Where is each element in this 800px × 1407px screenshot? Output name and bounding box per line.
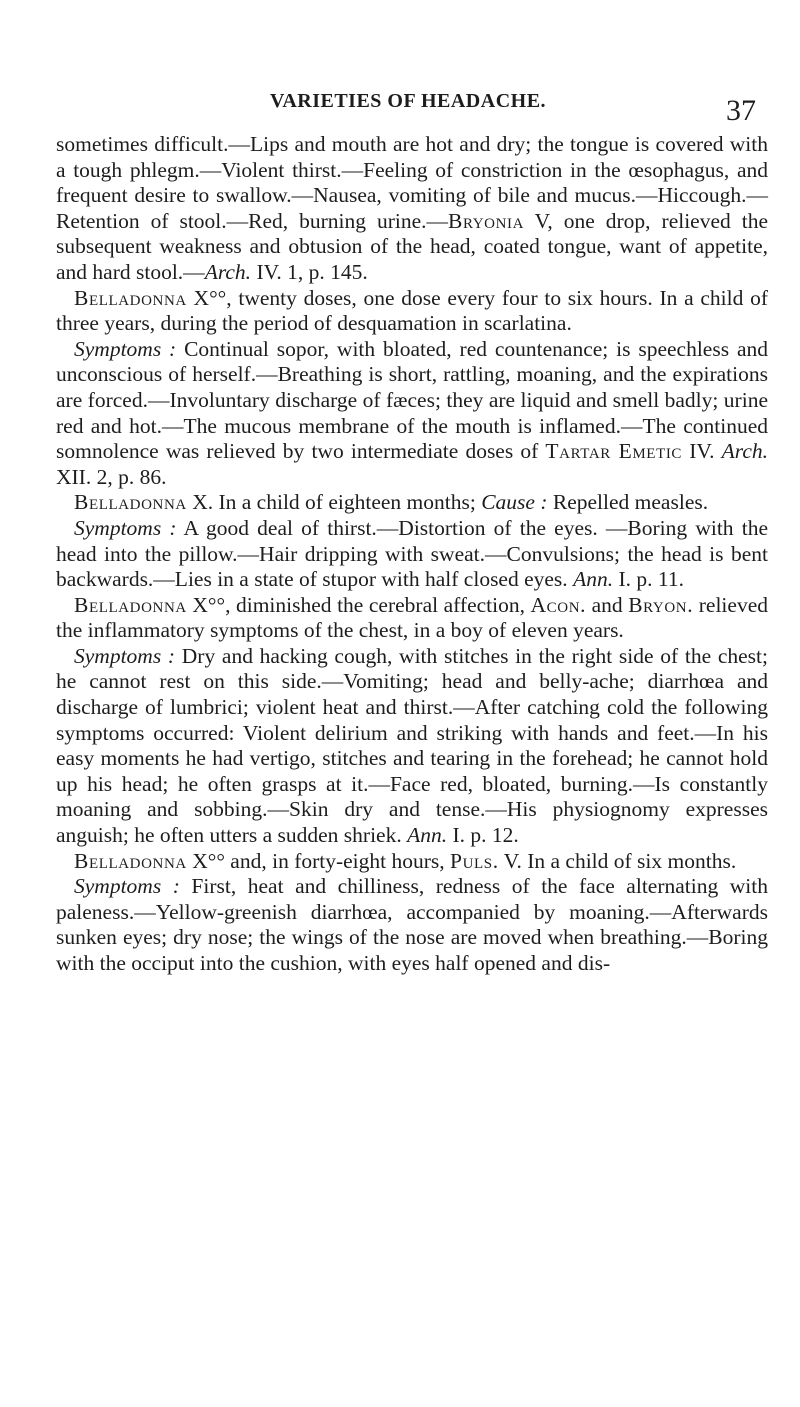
text-run: sometimes difficult.—Lips and mouth are hot and dry; the tongue is covered with a tough phlegm.—Violent thirst.—Feeling of constriction in the œsophagus, and frequent desire to swallow.—Nausea, vomiting of bile and mucus.—Hiccough.—Retention of stool.—Red, burning urine.— — [56, 132, 768, 233]
page-number: 37 — [726, 94, 756, 127]
page-header — [56, 80, 760, 130]
text-run: and — [586, 592, 629, 617]
italic-text: Arch. — [204, 259, 252, 284]
text-run: X°° and, in forty-eight hours, — [186, 848, 451, 873]
text-run: V, one drop, relieved the subsequent weakness and obtusion of the head, coated tongue, want of appetite, and hard stool.— — [56, 208, 769, 284]
paragraph — [56, 849, 768, 875]
remedy-name: Puls. — [450, 848, 499, 873]
remedy-name: Belladonna — [74, 285, 187, 310]
text-run: X°°, twenty doses, one dose every four to six hours. In a child of three years, during the period of desquamation in scarlatina. — [56, 285, 768, 336]
text-run: IV. 1, p. 145. — [251, 259, 368, 284]
text-run: X°°, diminished the cerebral affection, — [186, 592, 531, 617]
text-run: I. p. 12. — [447, 823, 519, 848]
text-run: First, heat and chilliness, redness of the face alternating with paleness.—Yellow-greenish diarrhœa, accompanied by moaning.—Afterwards sunken eyes; dry nose; the wings of the nose are moved when breathing.—Boring with the occiput into the cushion, with eyes half opened and dis- — [56, 874, 768, 975]
paragraph — [56, 490, 768, 516]
remedy-name: Belladonna — [74, 592, 187, 617]
text-run: V. In a child of six months. — [498, 848, 737, 873]
text-run: Dry and hacking cough, with stitches in the right side of the chest; he cannot rest on this side.—Vomiting; head and belly-ache; diarrhœa and discharge of lumbrici; violent heat and thirst.—After catching cold the following symptoms occurred: Violent delirium and striking with hands and feet.—In his easy moments he had vertigo, stitches and tearing in the forehead; he cannot hold up his head; he often grasps at it.—Face red, bloated, burning.—Is constantly moaning and sobbing.—Skin dry and tense.—His physiognomy expresses anguish; he often utters a sudden shriek. — [56, 643, 768, 848]
italic-text: Symptoms : — [74, 874, 180, 899]
text-run: X. In a child of eighteen months; — [186, 490, 482, 515]
italic-text: Symptoms : — [74, 643, 176, 668]
remedy-name: Belladonna — [74, 848, 187, 873]
italic-text: Ann. — [407, 823, 448, 848]
paragraph — [56, 132, 768, 286]
italic-text: Arch. — [721, 439, 769, 464]
remedy-name: Tartar Emetic — [545, 439, 683, 464]
paragraph — [56, 593, 768, 644]
italic-text: Cause : — [481, 490, 548, 515]
text-run: relieved the inflammatory symptoms of the chest, in a boy of eleven years. — [56, 592, 768, 643]
paragraph — [56, 874, 768, 976]
remedy-name: Belladonna — [74, 490, 187, 515]
italic-text: Symptoms : — [74, 515, 177, 540]
paragraph — [56, 286, 768, 337]
paragraph — [56, 337, 768, 491]
text-run: Continual sopor, with bloated, red countenance; is speechless and unconscious of herself.—Breathing is short, rattling, moaning, and the expirations are forced.—Involuntary discharge of fæces; they are liquid and smell badly; urine red and hot.—The mucous membrane of the mouth is inflamed.—The continued somnolence was relieved by two intermediate doses of — [56, 336, 768, 464]
text-run: Repelled measles. — [547, 490, 709, 515]
paragraph — [56, 516, 768, 593]
italic-text: Symptoms : — [74, 336, 177, 361]
remedy-name: Bryon. — [628, 592, 694, 617]
remedy-name: Bryonia — [448, 208, 525, 233]
text-run: A good deal of thirst.—Distortion of the eyes. —Boring with the head into the pillow.—Hair dripping with sweat.—Convulsions; the head is bent backwards.—Lies in a state of stupor with half closed eyes. — [56, 515, 768, 592]
text-run: IV. — [682, 439, 722, 464]
body-text — [56, 132, 768, 977]
remedy-name: Acon. — [530, 592, 587, 617]
text-run: I. p. 11. — [613, 567, 684, 592]
italic-text: Ann. — [573, 567, 614, 592]
text-run: XII. 2, p. 86. — [56, 464, 167, 489]
running-title: VARIETIES OF HEADACHE. — [269, 90, 547, 112]
paragraph — [56, 644, 768, 849]
